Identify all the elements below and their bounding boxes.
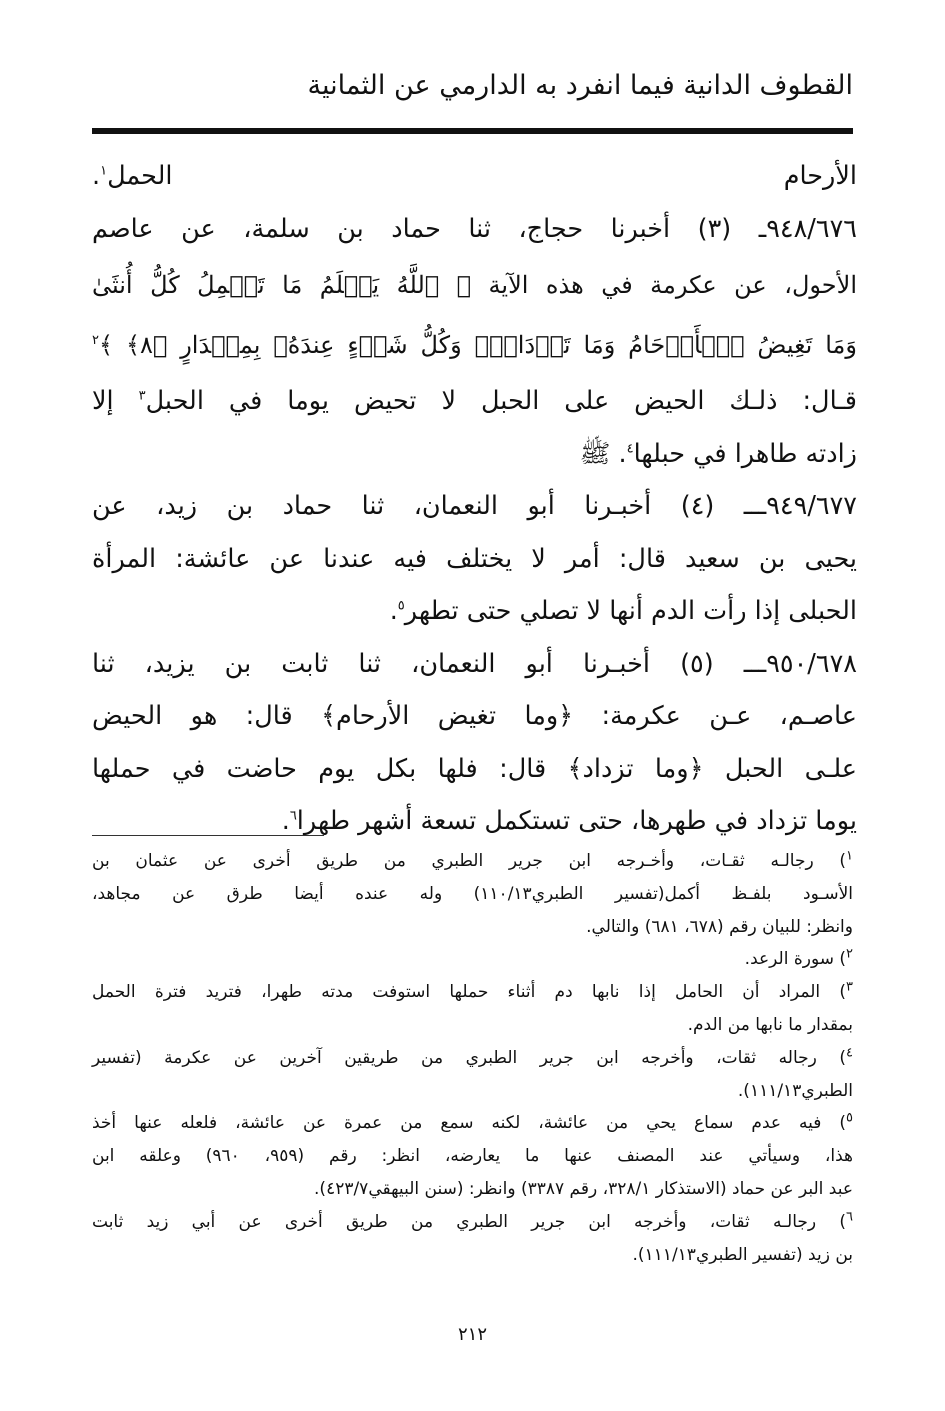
- body-line: [92, 375, 857, 428]
- footnote-line: [92, 845, 853, 878]
- footnote-line: [92, 1042, 853, 1075]
- line-text: ٩٤٨/٦٧٦ـ (٣) أخبرنا حجاج، ثنا حماد بن سلمة، عن عاصم: [92, 213, 857, 244]
- line-text: الأرحام الحمل: [107, 161, 857, 191]
- footnote-number: ٣: [846, 979, 853, 995]
- body-line: [92, 533, 857, 586]
- footnote-marker: ٦: [289, 808, 297, 824]
- footnote-text: هذا، وسيأتي عند المصنف عنها ما يعارضه، انظر: رقم (٩٥٩، ٩٦٠) وعلقه ابن: [92, 1146, 853, 1167]
- footnote-marker: ٤: [626, 441, 634, 456]
- line-text: يوما تزداد في طهرها، حتى تستكمل تسعة أشهر طهرا: [296, 806, 857, 836]
- footnote-marker: ٥: [397, 598, 405, 614]
- footnote-text: ) رجالـه ثقات، وأخرجه ابن جرير الطبري من طريق أخرى عن أبي زيد ثابت: [92, 1211, 847, 1232]
- running-header: القطوف الدانية فيما انفرد به الدارمي عن الثمانية: [307, 70, 853, 101]
- line-text: قـال: ذلـك الحيض على الحبل لا تحيض يوما في الحبل: [145, 386, 857, 416]
- footnote-marker: ٣: [138, 388, 146, 404]
- footnote-text: ) رجالـه ثقـات، وأخـرجه ابن جرير الطبري من طريق أخرى عن عثمان بن: [92, 851, 847, 871]
- body-line: [92, 203, 857, 256]
- body-line: [92, 428, 857, 481]
- body-line-verse: [92, 315, 857, 375]
- footnote-line: [92, 1239, 853, 1272]
- footnote-text: عبد البر عن حماد (الاستذكار ٣٢٨/١، رقم ٣٣٨٧) وانظر: (سنن البيهقي٤٢٣/٧).: [314, 1178, 853, 1199]
- body-line: [92, 690, 857, 743]
- footnote-line: [92, 976, 853, 1009]
- line-text-tail: . ﷺ: [579, 438, 627, 469]
- footnote-number: ٢: [846, 946, 853, 962]
- footnote-line: [92, 1075, 853, 1108]
- footnote-text: وانظر: للبيان رقم (٦٧٨، ٦٨١) والتالي.: [586, 916, 853, 937]
- line-text-tail: إلا: [92, 386, 139, 416]
- body-line: [92, 585, 857, 638]
- footnote-text: بمقدار ما نابها من الدم.: [687, 1014, 853, 1035]
- body-line: [92, 638, 857, 691]
- footnote-number: ٤: [846, 1045, 853, 1061]
- footnote-line: [92, 1107, 853, 1140]
- footnote-text: ) رجاله ثقات، وأخرجه ابن جرير الطبري من طريقين آخرين عن عكرمة (تفسير: [92, 1047, 847, 1068]
- line-text-tail: .: [281, 806, 290, 836]
- page-number: ٢١٢: [457, 1324, 487, 1345]
- line-text: ٩٥٠/٦٧٨ـــ (٥) أخبـرنا أبو النعمان، ثنا ثابت بن يزيد، ثنا: [92, 648, 857, 679]
- footnote-number: ١: [846, 848, 853, 864]
- line-text: وَمَا تَغِيضُ ٱلۡأَرۡحَامُ وَمَا تَزۡدَادُۚ وَكُلُّ شَيۡءٍ عِندَهُۥ بِمِقۡدَارٍ ﴿٨﴾ ﴾: [98, 331, 857, 359]
- footnote-line: [92, 1140, 853, 1173]
- footnote-text: ) المراد أن الحامل إذا نابها دم أثناء حملها استوفت مدته طهرا، فتريد فترة الحمل: [92, 982, 847, 1003]
- footnote-number: ٥: [846, 1110, 853, 1126]
- footnote-marker: ١: [100, 163, 108, 179]
- footnote-text: الطبري١١١/١٣).: [737, 1080, 853, 1101]
- footnote-line: [92, 1206, 853, 1239]
- footnote-line: [92, 1173, 853, 1206]
- body-line-verse: [92, 255, 857, 315]
- footnote-line: [92, 878, 853, 911]
- footnote-text: ) فيه عدم سماع يحي من عائشة، لكنه سمع من عمرة عن عائشة، فلعله عنها أخذ: [92, 1113, 847, 1134]
- body-line: [92, 150, 857, 203]
- body-line: [92, 480, 857, 533]
- body-line: [92, 795, 857, 848]
- line-text: الأحول، عن عكرمة في هذه الآية ﴿ ٱللَّهُ يَعۡلَمُ مَا تَحۡمِلُ كُلُّ أُنثَىٰ: [92, 271, 857, 299]
- footnote-text: بن زيد (تفسير الطبري١١١/١٣).: [632, 1244, 853, 1265]
- footnote-text: ) سورة الرعد.: [744, 949, 847, 970]
- line-text: الحبلى إذا رأت الدم أنها لا تصلي حتى تطهر: [404, 596, 857, 626]
- header-rule: [92, 128, 853, 134]
- footnote-line: [92, 1009, 853, 1042]
- line-text-tail: .: [92, 161, 101, 191]
- footnote-line: [92, 943, 853, 976]
- footnote-separator: [92, 835, 324, 836]
- main-text: [92, 150, 857, 848]
- footnote-marker: ٢: [92, 333, 99, 348]
- footnotes: [92, 845, 853, 1271]
- line-text-tail: .: [389, 596, 398, 626]
- line-text: زادته طاهرا في حبلها: [633, 438, 857, 469]
- line-text: ٩٤٩/٦٧٧ـــ (٤) أخبـرنا أبو النعمان، ثنا حماد بن زيد، عن: [92, 491, 858, 521]
- line-text: علـى الحبل ﴿وما تزداد﴾ قال: فلها بكل يوم حاضت في حملها: [92, 753, 857, 784]
- body-line: [92, 743, 857, 796]
- line-text: يحيى بن سعيد قال: أمر لا يختلف فيه عندنا عن عائشة: المرأة: [92, 543, 857, 574]
- footnote-text: الأسـود بلفـظ أكمل(تفسير الطبري١١٠/١٣) وله عنده أيضا طرق عن مجاهد،: [92, 883, 854, 904]
- footnote-number: ٦: [846, 1209, 853, 1225]
- footnote-line: [92, 911, 853, 944]
- line-text: عاصـم، عـن عكرمة: ﴿وما تغيض الأرحام﴾ قال: هو الحيض: [92, 701, 857, 731]
